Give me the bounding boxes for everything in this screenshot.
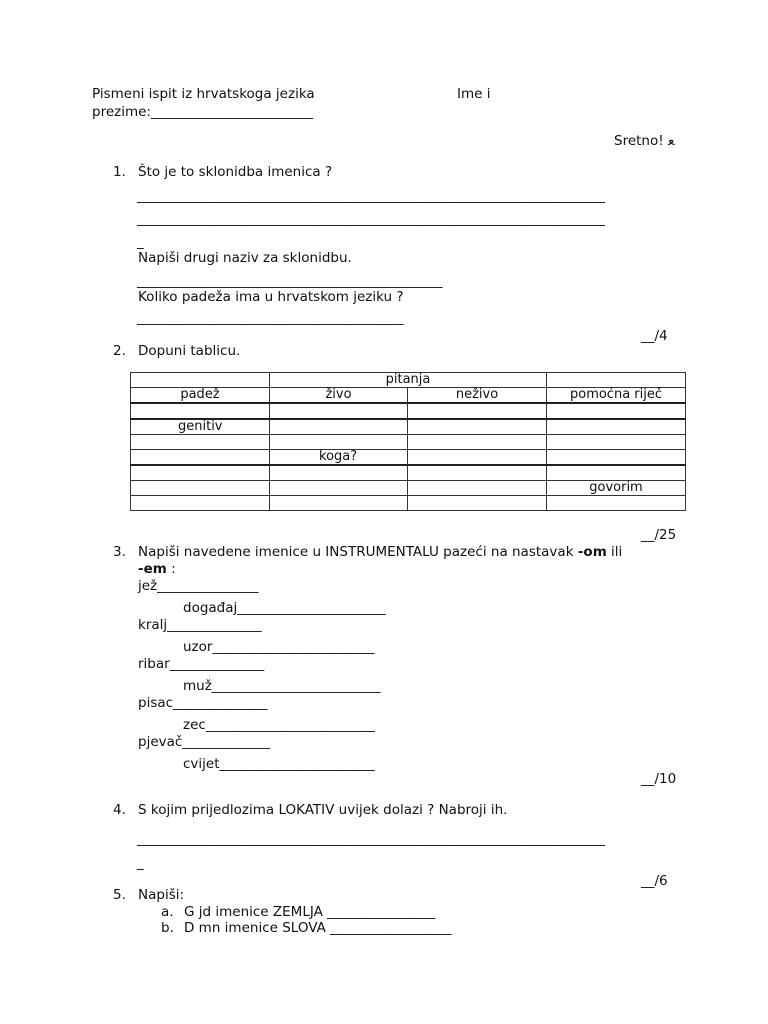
case-table	[130, 372, 686, 511]
q3-text-before: Napiši navedene imenice u INSTRUMENTALU pazeći na nastavak	[138, 544, 578, 560]
q3-text-after: :	[166, 561, 176, 577]
q3-item-jez[interactable]: jež_______________	[138, 578, 259, 594]
table-cell-genitiv: genitiv	[131, 419, 270, 435]
q3-item-zec[interactable]: zec_________________________	[183, 717, 375, 733]
table-cell[interactable]	[408, 465, 547, 481]
table-header-pomocna-rijec: pomoćna riječ	[547, 388, 686, 404]
q5-a-text[interactable]: G jd imenice ZEMLJA ________________	[184, 904, 436, 920]
table-cell[interactable]	[131, 481, 270, 496]
q2-text: Dopuni tablicu.	[138, 343, 241, 359]
table-cell[interactable]	[131, 403, 270, 419]
table-cell[interactable]	[131, 435, 270, 450]
table-cell[interactable]	[547, 435, 686, 450]
table-cell[interactable]	[131, 496, 270, 511]
q3-number: 3.	[113, 544, 126, 560]
table-cell[interactable]	[270, 481, 408, 496]
name-label: Ime i	[457, 86, 491, 102]
table-cell	[547, 373, 686, 388]
table-row	[131, 373, 686, 388]
table-header-nezivo: neživo	[408, 388, 547, 404]
table-cell[interactable]	[270, 419, 408, 435]
q1-sub2-answer-line[interactable]: _________________________________________	[137, 311, 404, 326]
table-header-row	[131, 388, 686, 404]
table-cell[interactable]	[408, 481, 547, 496]
table-cell[interactable]	[547, 465, 686, 481]
q3-suffix-om: -om	[577, 544, 607, 560]
q3-item-muz[interactable]: muž_________________________	[183, 678, 381, 694]
q4-score: __/6	[641, 873, 668, 889]
q1-sub2-text: Koliko padeža ima u hrvatskom jeziku ?	[138, 289, 404, 305]
q3-text-mid: ili	[606, 544, 623, 560]
table-cell[interactable]	[408, 496, 547, 511]
table-cell[interactable]	[408, 435, 547, 450]
q3-item-pisac[interactable]: pisac______________	[138, 695, 268, 711]
table-cell[interactable]	[270, 403, 408, 419]
q1-answer-line-2[interactable]: ________________________________________________________________________	[137, 212, 605, 227]
q5-number: 5.	[113, 887, 126, 903]
table-cell	[131, 373, 270, 388]
q1-sub1-text: Napiši drugi naziv za sklonidbu.	[138, 250, 352, 266]
table-cell[interactable]	[131, 450, 270, 466]
table-cell[interactable]	[270, 465, 408, 481]
table-cell[interactable]	[547, 450, 686, 466]
table-header-padez: padež	[131, 388, 270, 404]
table-row	[131, 435, 686, 450]
q3-item-cvijet[interactable]: cvijet_______________________	[183, 756, 375, 772]
q2-score: __/25	[641, 527, 677, 543]
good-luck-text: Sretno! ﻌ	[614, 133, 675, 149]
table-cell[interactable]	[408, 419, 547, 435]
q3-text	[138, 544, 622, 560]
table-cell[interactable]	[131, 465, 270, 481]
table-cell[interactable]	[270, 435, 408, 450]
q3-item-uzor[interactable]: uzor________________________	[183, 639, 375, 655]
q1-score: __/4	[641, 328, 668, 344]
table-cell[interactable]	[547, 496, 686, 511]
table-cell[interactable]	[547, 419, 686, 435]
q1-answer-line-3[interactable]: _	[137, 234, 144, 250]
q3-suffix-em: -em	[138, 561, 167, 577]
table-group-header: pitanja	[270, 373, 547, 388]
q1-answer-line-1[interactable]: ________________________________________________________________________	[137, 189, 605, 204]
q5-a-marker: a.	[161, 904, 174, 920]
table-cell-koga: koga?	[270, 450, 408, 466]
table-row	[131, 450, 686, 466]
q3-item-pjevac[interactable]: pjevač_____________	[138, 734, 271, 750]
table-row	[131, 481, 686, 496]
q4-answer-line-2[interactable]: _	[137, 855, 144, 871]
name-field-label: prezime:________________________	[92, 104, 313, 120]
table-header-zivo: živo	[270, 388, 408, 404]
q3-item-kralj[interactable]: kralj______________	[138, 617, 262, 633]
q4-text: S kojim prijedlozima LOKATIV uvijek dolazi ? Nabroji ih.	[138, 802, 508, 818]
q4-number: 4.	[113, 802, 126, 818]
q3-item-dogadaj[interactable]: događaj______________________	[183, 600, 386, 616]
table-cell[interactable]	[547, 403, 686, 419]
table-row	[131, 403, 686, 419]
q3-score: __/10	[641, 771, 677, 787]
q5-text: Napiši:	[138, 887, 185, 903]
table-cell-govorim: govorim	[547, 481, 686, 496]
table-row	[131, 419, 686, 435]
q5-b-text[interactable]: D mn imenice SLOVA __________________	[184, 920, 452, 936]
table-row	[131, 496, 686, 511]
q1-text: Što je to sklonidba imenica ?	[138, 164, 333, 180]
q5-b-marker: b.	[161, 920, 174, 936]
table-cell[interactable]	[408, 403, 547, 419]
table-cell[interactable]	[270, 496, 408, 511]
table-cell[interactable]	[408, 450, 547, 466]
q1-number: 1.	[113, 164, 126, 180]
q3-item-ribar[interactable]: ribar______________	[138, 656, 265, 672]
table-row	[131, 465, 686, 481]
q2-number: 2.	[113, 343, 126, 359]
exam-title: Pismeni ispit iz hrvatskoga jezika	[92, 86, 315, 102]
q1-sub1-answer-line[interactable]: _______________________________________________	[137, 274, 443, 289]
q3-text-line2	[138, 561, 176, 577]
q4-answer-line-1[interactable]: ________________________________________________________________________	[137, 832, 605, 847]
